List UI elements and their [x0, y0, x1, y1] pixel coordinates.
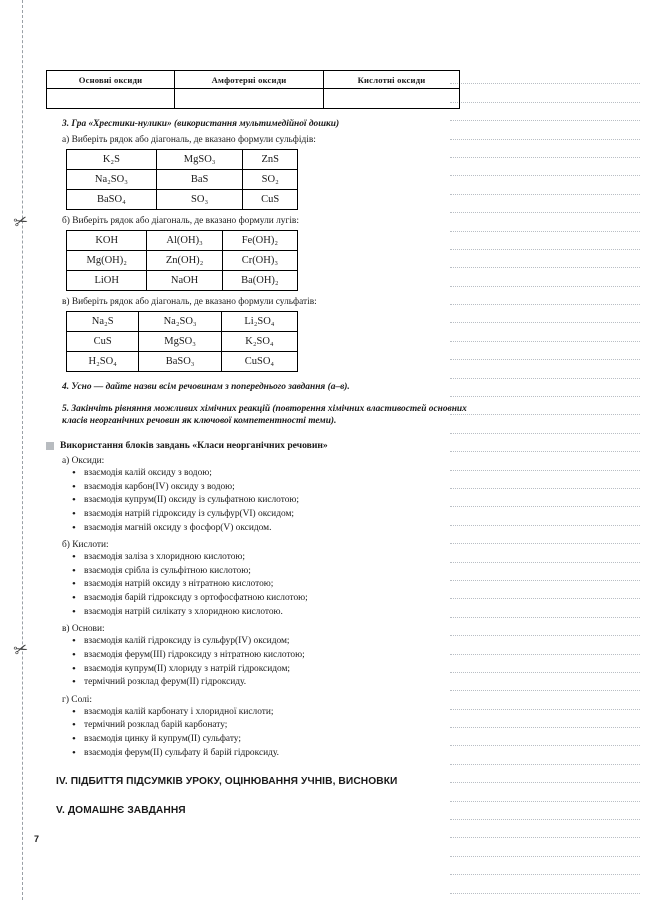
note-line: [450, 636, 640, 654]
formula-cell[interactable]: Na₂SO₃: [67, 170, 157, 190]
formula-cell[interactable]: K₂S: [67, 150, 157, 170]
table-row: [67, 312, 298, 332]
note-line: [450, 838, 640, 856]
list-item: • термічний розклад ферум(II) гідроксиду.: [72, 676, 476, 690]
table-row: [67, 150, 298, 170]
scissors-icon: ✂: [11, 210, 31, 233]
note-line: [450, 232, 640, 250]
note-line: [450, 397, 640, 415]
list-item: • взаємодія ферум(III) гідроксиду з нітратною кислотою;: [72, 649, 476, 663]
note-line: [450, 158, 640, 176]
task-3-title: 3. Гра «Хрестики-нулики» (використання мультимедійної дошки): [62, 119, 340, 129]
group-label: а) Оксиди:: [62, 456, 105, 467]
formula-cell[interactable]: CuS: [243, 190, 298, 210]
note-line: [450, 563, 640, 581]
note-line: [450, 746, 640, 764]
note-line: [450, 342, 640, 360]
formula-cell[interactable]: Al(OH)₃: [147, 231, 222, 251]
formula-cell[interactable]: CuSO₄: [221, 352, 297, 372]
sulfates-grid-table[interactable]: [66, 311, 298, 372]
table-row: [67, 251, 298, 271]
note-line: [450, 507, 640, 525]
ruled-notes-area: [450, 66, 640, 894]
column-header-amphoteric-oxides: Амфотерні оксиди: [175, 71, 324, 89]
note-line: [450, 250, 640, 268]
list-item: • взаємодія карбон(IV) оксиду з водою;: [72, 481, 476, 495]
list-item: • взаємодія натрій силікату з хлоридною кислотою.: [72, 606, 476, 620]
formula-cell[interactable]: Fe(OH)₂: [222, 231, 297, 251]
section-part-4: IV. ПІДБИТТЯ ПІДСУМКІВ УРОКУ, ОЦІНЮВАННЯ УЧНІВ, ВИСНОВКИ: [56, 776, 398, 788]
column-header-basic-oxides: Основні оксиди: [47, 71, 175, 89]
square-bullet-icon: [46, 442, 54, 450]
list-item: • взаємодія калій карбонату і хлоридної кислоти;: [72, 706, 476, 720]
note-line: [450, 140, 640, 158]
table-row: [67, 332, 298, 352]
alkalis-grid-table[interactable]: [66, 230, 298, 291]
note-line: [450, 599, 640, 617]
formula-cell[interactable]: BaSO₄: [67, 190, 157, 210]
note-line: [450, 544, 640, 562]
note-line: [450, 802, 640, 820]
note-line: [450, 360, 640, 378]
note-line: [450, 176, 640, 194]
note-line: [450, 434, 640, 452]
group-label: в) Основи:: [62, 624, 105, 635]
list-item: • взаємодія ферум(II) сульфату й барій гідроксиду.: [72, 747, 476, 761]
note-line: [450, 305, 640, 323]
list-item: • взаємодія натрій оксиду з нітратною кислотою;: [72, 578, 476, 592]
note-line: [450, 452, 640, 470]
task-4-text: 4. Усно — дайте назви всім речовинам з попереднього завдання (а–в).: [62, 382, 350, 392]
note-line: [450, 526, 640, 544]
formula-cell[interactable]: Li₂SO₄: [221, 312, 297, 332]
formula-cell[interactable]: BaSO₃: [139, 352, 221, 372]
table-row: [67, 231, 298, 251]
note-line: [450, 287, 640, 305]
note-line: [450, 213, 640, 231]
formula-cell[interactable]: MgSO₃: [156, 150, 243, 170]
formula-cell[interactable]: Mg(OH)₂: [67, 251, 147, 271]
group-items-list: [72, 551, 476, 619]
list-item: • взаємодія магній оксиду з фосфор(V) оксидом.: [72, 522, 476, 536]
list-item: • взаємодія натрій гідроксиду із сульфур(VI) оксидом;: [72, 508, 476, 522]
formula-cell[interactable]: H₂SO₄: [67, 352, 139, 372]
list-item: • взаємодія срібла із сульфітною кислотою;: [72, 565, 476, 579]
table-row: [67, 170, 298, 190]
note-line: [450, 673, 640, 691]
empty-cell[interactable]: [324, 89, 460, 109]
formula-cell[interactable]: Ba(OH)₂: [222, 271, 297, 291]
formula-cell[interactable]: Na₂S: [67, 312, 139, 332]
task-5-text: 5. Закінчіть рівняння можливих хімічних реакцій (повторення хімічних властивостей основних класів неорганічних речовин як ключової компетентності теми).: [62, 403, 467, 427]
formula-cell[interactable]: LiOH: [67, 271, 147, 291]
formula-cell[interactable]: SO₃: [156, 190, 243, 210]
note-line: [450, 103, 640, 121]
task-3b-instruction: б) Виберіть рядок або діагональ, де вказано формули лугів:: [62, 216, 299, 226]
cut-margin-line: [22, 0, 23, 900]
note-line: [450, 857, 640, 875]
empty-cell[interactable]: [47, 89, 175, 109]
note-line: [450, 84, 640, 102]
note-line: [450, 783, 640, 801]
oxides-classification-table: [46, 70, 460, 109]
document-page: [46, 70, 476, 816]
blocks-section-heading-label: Використання блоків завдань «Класи неорганічних речовин»: [60, 440, 328, 452]
empty-cell[interactable]: [175, 89, 324, 109]
list-item: • взаємодія купрум(II) хлориду з натрій гідроксидом;: [72, 663, 476, 677]
group-items-list: [72, 706, 476, 761]
list-item: • термічний розклад барій карбонату;: [72, 719, 476, 733]
table-row: [47, 71, 460, 89]
note-line: [450, 323, 640, 341]
task-3a-instruction: а) Виберіть рядок або діагональ, де вказано формули сульфідів:: [62, 135, 316, 145]
note-line: [450, 121, 640, 139]
note-line: [450, 765, 640, 783]
note-line: [450, 618, 640, 636]
note-line: [450, 471, 640, 489]
note-line: [450, 415, 640, 433]
formula-cell[interactable]: Na₂SO₃: [139, 312, 221, 332]
sulfides-grid-table[interactable]: [66, 149, 298, 210]
formula-cell[interactable]: BaS: [156, 170, 243, 190]
group-label: г) Солі:: [62, 694, 93, 705]
note-line: [450, 820, 640, 838]
formula-cell[interactable]: CuS: [67, 332, 139, 352]
note-line: [450, 379, 640, 397]
blocks-section-heading: [46, 440, 476, 451]
note-line: [450, 581, 640, 599]
formula-cell[interactable]: Zn(OH)₂: [147, 251, 222, 271]
list-item: • взаємодія заліза з хлоридною кислотою;: [72, 551, 476, 565]
formula-cell[interactable]: SO₂: [243, 170, 298, 190]
table-row: [47, 89, 460, 109]
formula-cell[interactable]: MgSO₃: [139, 332, 221, 352]
group-items-list: [72, 467, 476, 535]
formula-cell[interactable]: ZnS: [243, 150, 298, 170]
note-line: [450, 728, 640, 746]
table-row: [67, 271, 298, 291]
task-groups-list: [46, 456, 476, 760]
section-part-5: V. ДОМАШНЄ ЗАВДАННЯ: [56, 805, 186, 817]
list-item: • взаємодія купрум(II) оксиду із сульфатною кислотою;: [72, 494, 476, 508]
scissors-icon: ✂: [11, 638, 31, 661]
note-line: [450, 710, 640, 728]
list-item: • взаємодія калій оксиду з водою;: [72, 467, 476, 481]
formula-cell[interactable]: NaOH: [147, 271, 222, 291]
note-line: [450, 195, 640, 213]
group-label: б) Кислоти:: [62, 540, 109, 551]
formula-cell[interactable]: KOH: [67, 231, 147, 251]
list-item: • взаємодія барій гідроксиду з ортофосфатною кислотою;: [72, 592, 476, 606]
note-line: [450, 655, 640, 673]
column-header-acidic-oxides: Кислотні оксиди: [324, 71, 460, 89]
note-line: [450, 691, 640, 709]
note-line: [450, 489, 640, 507]
formula-cell[interactable]: K₂SO₄: [221, 332, 297, 352]
formula-cell[interactable]: Cr(OH)₃: [222, 251, 297, 271]
table-row: [67, 190, 298, 210]
task-3v-instruction: в) Виберіть рядок або діагональ, де вказано формули сульфатів:: [62, 297, 317, 307]
list-item: • взаємодія калій гідроксиду із сульфур(IV) оксидом;: [72, 635, 476, 649]
group-items-list: [72, 635, 476, 690]
note-line: [450, 66, 640, 84]
list-item: • взаємодія цинку й купрум(II) сульфату;: [72, 733, 476, 747]
note-line: [450, 875, 640, 893]
note-line: [450, 268, 640, 286]
table-row: [67, 352, 298, 372]
page-number: 7: [34, 834, 40, 844]
